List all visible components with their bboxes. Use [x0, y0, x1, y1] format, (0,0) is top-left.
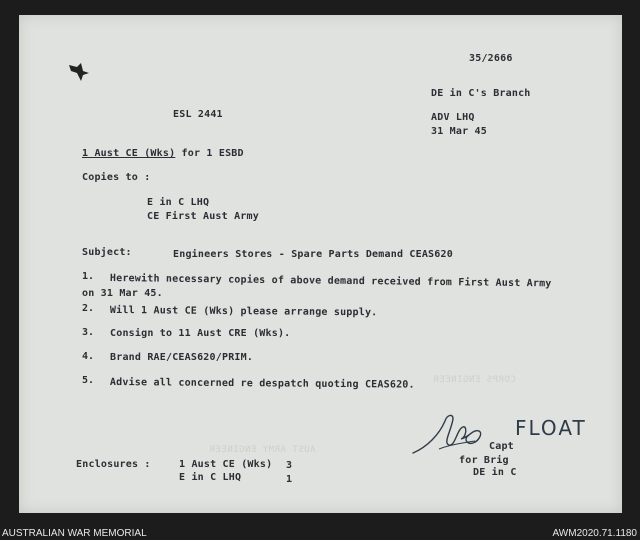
copy-recipient: CE First Aust Army [147, 211, 259, 222]
addressee: 1 Aust CE (Wks) [82, 148, 176, 159]
addressee-suffix: for 1 ESBD [181, 148, 244, 159]
bleed-through-text: AUST ARMY ENGINEER [209, 445, 316, 455]
subject-label: Subject: [82, 247, 132, 258]
enclosure-qty: 3 [286, 460, 293, 471]
copies-label: Copies to : [82, 172, 151, 183]
paragraph-number: 1. [82, 271, 95, 282]
paragraph-line: Will 1 Aust CE (Wks) please arrange supply. [109, 305, 378, 319]
reference-number: ESL 2441 [173, 109, 223, 120]
signature-title: DE in C [473, 467, 517, 478]
paragraph-line: Advise all concerned re despatch quoting CEAS620. [109, 377, 415, 391]
document-page [19, 15, 622, 513]
bleed-through-text: CORPS ENGINEER [433, 375, 516, 385]
paragraph-number: 2. [82, 303, 95, 314]
paragraph-line: Consign to 11 Aust CRE (Wks). [110, 328, 291, 339]
footer-credit: AUSTRALIAN WAR MEMORIAL [2, 528, 147, 539]
enclosure-qty: 1 [286, 474, 293, 485]
enclosure-name: E in C LHQ [179, 472, 242, 483]
subject-text: Engineers Stores - Spare Parts Demand CEAS620 [173, 249, 453, 260]
enclosure-name: 1 Aust CE (Wks) [179, 459, 273, 470]
document-date: 31 Mar 45 [431, 126, 487, 137]
paragraph-number: 3. [82, 327, 95, 338]
addressee-line [82, 148, 244, 159]
file-reference: 35/2666 [469, 53, 513, 64]
branch-name: DE in C's Branch [431, 88, 531, 99]
headquarters: ADV LHQ [431, 112, 475, 123]
paragraph-line: Brand RAE/CEAS620/PRIM. [110, 352, 254, 363]
handwritten-signature [409, 409, 489, 459]
signature-rank: Capt [489, 441, 514, 452]
paragraph-number: 4. [82, 351, 95, 362]
handwritten-note: FLOAT [515, 416, 587, 440]
punch-mark [67, 59, 97, 83]
paragraph-line: Herewith necessary copies of above demand received from First Aust Army [109, 273, 552, 290]
signature-for: for Brig [459, 455, 509, 466]
paragraph-line: on 31 Mar 45. [82, 288, 163, 299]
enclosures-label: Enclosures : [76, 459, 151, 470]
footer-accession-number: AWM2020.71.1180 [552, 528, 637, 539]
copy-recipient: E in C LHQ [147, 197, 210, 208]
paragraph-number: 5. [82, 375, 95, 386]
